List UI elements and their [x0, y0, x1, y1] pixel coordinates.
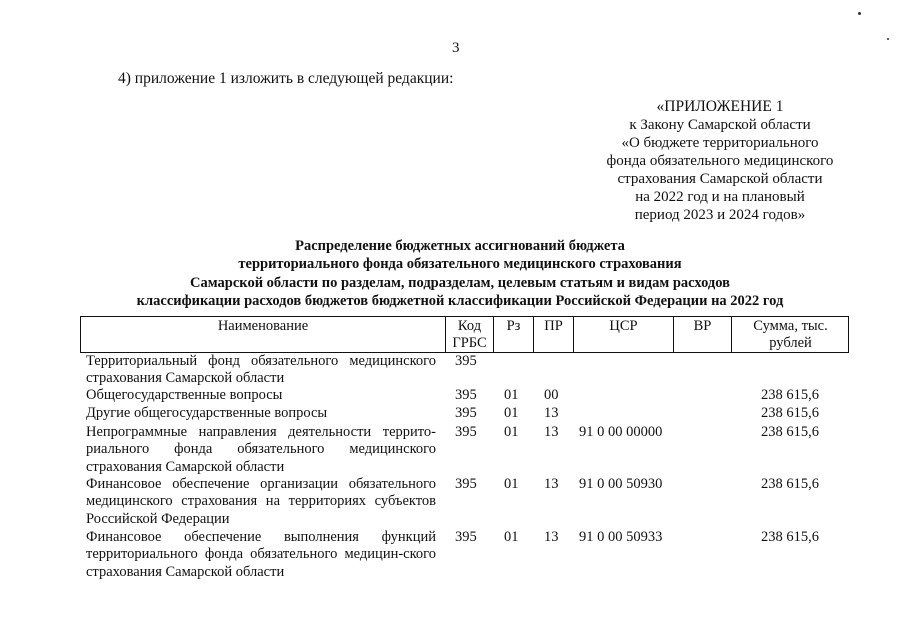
intro-text: 4) приложение 1 изложить в следующей редакции:	[118, 70, 454, 87]
table-cell-rz: 01	[504, 405, 519, 421]
table-cell-pr: 13	[544, 476, 559, 492]
table-cell-grbs: 395	[455, 529, 477, 545]
table-cell-grbs: 395	[455, 476, 477, 492]
table-cell-pr: 13	[544, 424, 559, 440]
table-row-name: Финансовое обеспечение выполнения функций территориального фонда обязательного медицин-ского страхования Самарской области	[86, 529, 436, 580]
table-row-name: Другие общегосударственные вопросы	[86, 405, 328, 421]
column-header-vr: ВР	[673, 317, 731, 352]
table-cell-sum: 238 615,6	[761, 405, 819, 421]
scan-speck	[858, 12, 861, 15]
table-cell-sum: 238 615,6	[761, 529, 819, 545]
title-line: Распределение бюджетных ассигнований бюджета	[295, 238, 625, 254]
appendix-line: «ПРИЛОЖЕНИЕ 1	[656, 98, 784, 115]
table-cell-grbs: 395	[455, 387, 477, 403]
scan-speck	[887, 38, 889, 40]
appendix-line: фонда обязательного медицинского	[606, 153, 834, 169]
column-header-pr: ПР	[533, 317, 573, 352]
table-cell-grbs: 395	[455, 405, 477, 421]
appendix-line: период 2023 и 2024 годов»	[634, 207, 806, 223]
table-cell-csr: 91 0 00 50930	[579, 476, 663, 492]
table-header	[80, 316, 849, 353]
column-header-csr: ЦСР	[573, 317, 673, 352]
appendix-line: страхования Самарской области	[617, 171, 823, 187]
table-row-name: Территориальный фонд обязательного медицинского страхования Самарской области	[86, 353, 436, 387]
document-title	[60, 237, 860, 310]
page-number: 3	[452, 40, 460, 56]
column-header-name: Наименование	[217, 318, 309, 334]
table-cell-rz: 01	[504, 529, 519, 545]
table-cell-rz: 01	[504, 424, 519, 440]
column-header-sum: Сумма, тыс. рублей	[731, 317, 849, 352]
table-row-name: Финансовое обеспечение организации обязательного медицинского страхования на территориях субъектов Российской Федерации	[86, 476, 436, 527]
title-line: классификации расходов бюджетов бюджетной классификации Российской Федерации на 2022 год	[136, 292, 784, 309]
appendix-line: «О бюджете территориального	[621, 135, 819, 151]
table-cell-pr: 00	[544, 387, 559, 403]
table-cell-grbs: 395	[455, 353, 477, 369]
table-cell-pr: 13	[544, 529, 559, 545]
table-cell-rz: 01	[504, 387, 519, 403]
appendix-header	[560, 98, 880, 224]
table-cell-rz: 01	[504, 476, 519, 492]
table-cell-csr: 91 0 00 50933	[579, 529, 663, 545]
table-cell-sum: 238 615,6	[761, 476, 819, 492]
title-line: территориального фонда обязательного медицинского страхования	[238, 256, 682, 273]
table-row-name: Общегосударственные вопросы	[86, 387, 283, 403]
column-header-grbs: Код ГРБС	[445, 317, 493, 352]
appendix-line: к Закону Самарской области	[629, 117, 811, 133]
table-cell-grbs: 395	[455, 424, 477, 440]
table-cell-pr: 13	[544, 405, 559, 421]
column-header-rz: Рз	[493, 317, 533, 352]
appendix-line: на 2022 год и на плановый	[635, 189, 805, 205]
table-row-name: Непрограммные направления деятельности террито-риального фонда обязательного медицинского страхования Самарской области	[86, 424, 436, 475]
table-cell-csr: 91 0 00 00000	[579, 424, 663, 440]
title-line: Самарской области по разделам, подразделам, целевым статьям и видам расходов	[190, 274, 730, 291]
table-cell-sum: 238 615,6	[761, 387, 819, 403]
table-cell-sum: 238 615,6	[761, 424, 819, 440]
